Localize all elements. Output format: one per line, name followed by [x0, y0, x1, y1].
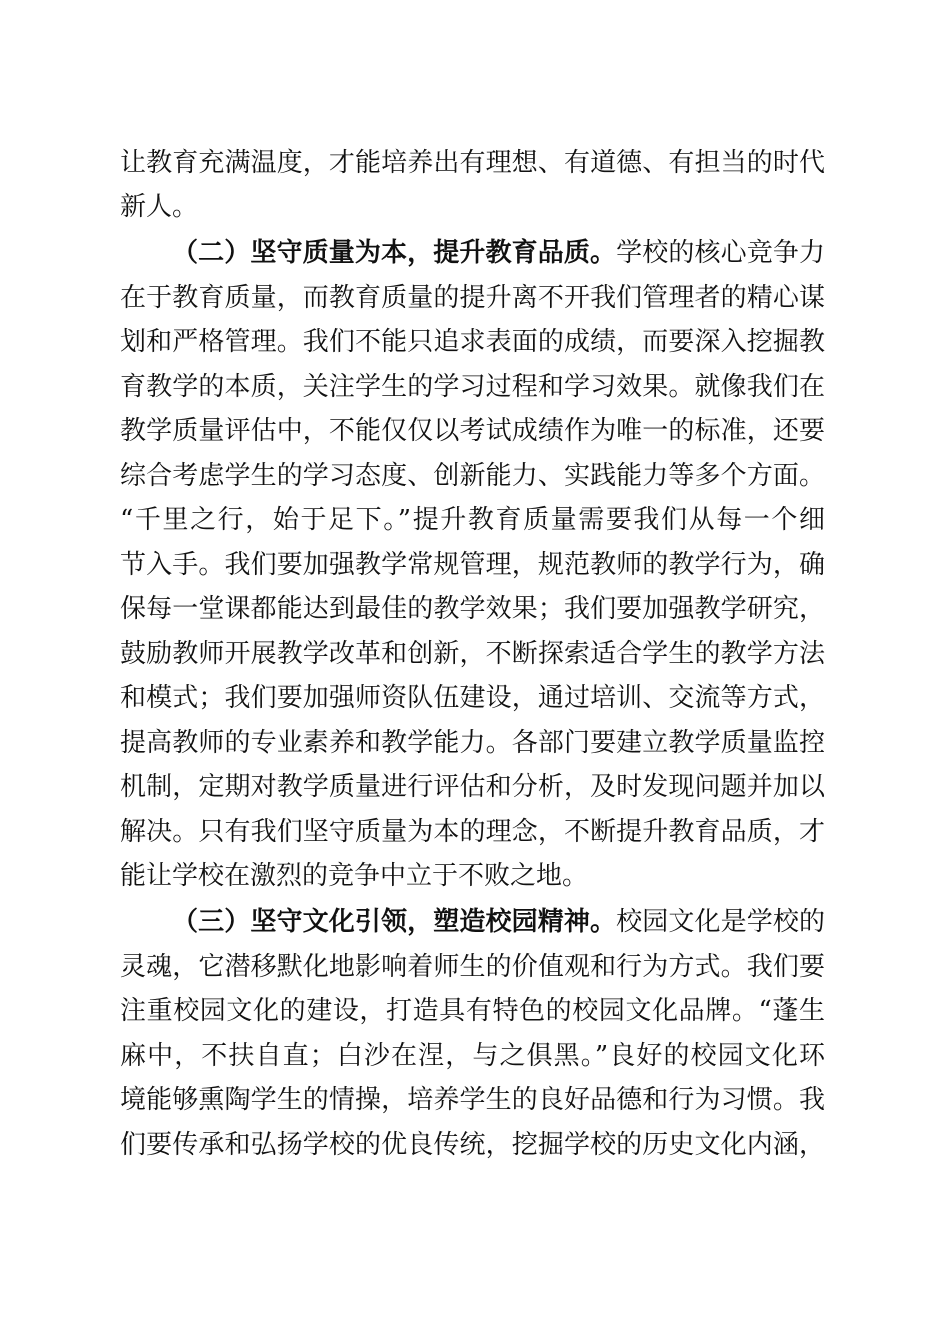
text-line: 麻中，不扶自直；白沙在涅，与之俱黑。”良好的校园文化环: [120, 1041, 825, 1071]
text-line: 机制，定期对教学质量进行评估和分析，及时发现问题并加以: [120, 772, 825, 802]
text-line: 鼓励教师开展教学改革和创新，不断探索适合学生的教学方法: [120, 639, 825, 669]
text-line: 在于教育质量，而教育质量的提升离不开我们管理者的精心谋: [120, 283, 825, 313]
text-line: 育教学的本质，关注学生的学习过程和学习效果。就像我们在: [120, 372, 825, 402]
text-line: 境能够熏陶学生的情操，培养学生的良好品德和行为习惯。我: [120, 1085, 825, 1115]
text-line: 节入手。我们要加强教学常规管理，规范教师的教学行为，确: [120, 550, 825, 580]
section-heading: （三）坚守文化引领，塑造校园精神。: [172, 907, 617, 937]
text-line: 保每一堂课都能达到最佳的教学效果；我们要加强教学研究，: [120, 594, 825, 624]
text-line: 教学质量评估中，不能仅仅以考试成绩作为唯一的标准，还要: [120, 416, 825, 446]
text-line: 和模式；我们要加强师资队伍建设，通过培训、交流等方式，: [120, 683, 825, 713]
text-fragment: 学校的核心竞争力: [616, 238, 825, 268]
section-heading-line: [172, 231, 825, 275]
section-heading: （二）坚守质量为本，提升教育品质。: [172, 238, 617, 268]
text-line: 能让学校在激烈的竞争中立于不败之地。: [120, 861, 589, 891]
text-line: 划和严格管理。我们不能只追求表面的成绩，而要深入挖掘教: [120, 327, 825, 357]
text-line: 注重校园文化的建设，打造具有特色的校园文化品牌。“蓬生: [120, 996, 825, 1026]
text-line: 让教育充满温度，才能培养出有理想、有道德、有担当的时代: [120, 148, 825, 178]
text-fragment: 校园文化是学校的: [616, 907, 825, 937]
text-line: 新人。: [120, 192, 199, 222]
section-heading-line: [172, 900, 825, 944]
text-line: 综合考虑学生的学习态度、创新能力、实践能力等多个方面。: [120, 461, 825, 491]
text-line: 解决。只有我们坚守质量为本的理念，不断提升教育品质，才: [120, 817, 825, 847]
text-line: 灵魂，它潜移默化地影响着师生的价值观和行为方式。我们要: [120, 952, 825, 982]
text-line: “千里之行，始于足下。”提升教育质量需要我们从每一个细: [120, 505, 825, 535]
text-line: 提高教师的专业素养和教学能力。各部门要建立教学质量监控: [120, 728, 825, 758]
text-line: 们要传承和弘扬学校的优良传统，挖掘学校的历史文化内涵，: [120, 1130, 825, 1160]
